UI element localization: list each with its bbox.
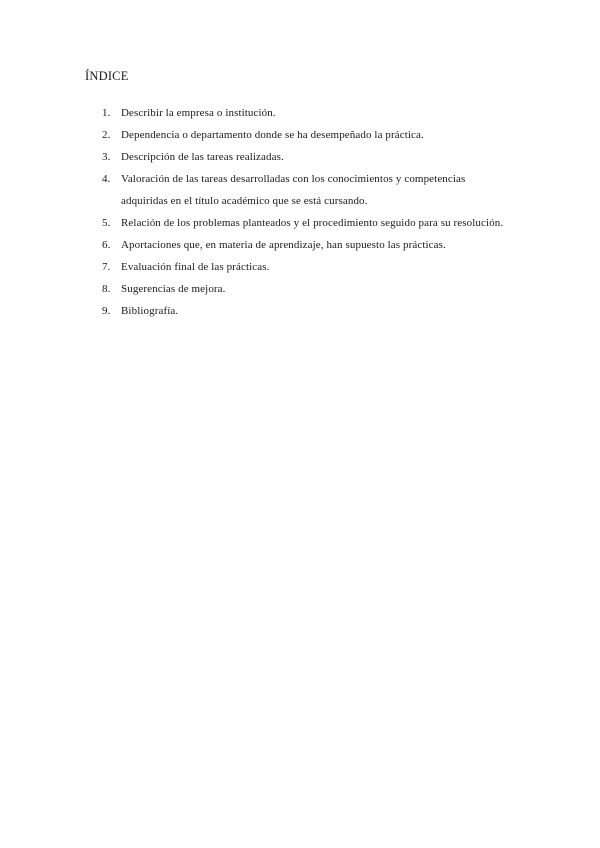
list-item-text: Evaluación final de las prácticas.: [121, 261, 270, 273]
list-item: [102, 124, 512, 146]
list-item-number: 3.: [102, 151, 111, 163]
list-item-number: 4.: [102, 173, 111, 185]
list-item-text: Describir la empresa o institución.: [121, 107, 276, 119]
list-item-text: Bibliografía.: [121, 305, 179, 317]
list-item-number: 9.: [102, 305, 111, 317]
table-of-contents: [102, 102, 512, 322]
list-item-text: Valoración de las tareas desarrolladas con los conocimientos y competencias adquiridas en el título académico que se está cursando.: [121, 173, 466, 207]
list-item: [102, 278, 512, 300]
list-item-number: 1.: [102, 107, 111, 119]
page-title: ÍNDICE: [85, 69, 129, 83]
list-item: [102, 168, 512, 212]
list-item: [102, 300, 512, 322]
list-item-number: 2.: [102, 129, 111, 141]
list-item-text: Dependencia o departamento donde se ha desempeñado la práctica.: [121, 129, 424, 141]
list-item-number: 6.: [102, 239, 111, 251]
list-item: [102, 102, 512, 124]
list-item-text: Relación de los problemas planteados y el procedimiento seguido para su resolución.: [121, 217, 504, 229]
list-item: [102, 256, 512, 278]
list-item-number: 5.: [102, 217, 111, 229]
list-item-text: Sugerencias de mejora.: [121, 283, 226, 295]
list-item-number: 7.: [102, 261, 111, 273]
list-item-text: Descripción de las tareas realizadas.: [121, 151, 284, 163]
list-item: [102, 146, 512, 168]
list-item: [102, 234, 512, 256]
list-item-number: 8.: [102, 283, 111, 295]
list-item-text: Aportaciones que, en materia de aprendizaje, han supuesto las prácticas.: [121, 239, 446, 251]
list-item: [102, 212, 512, 234]
